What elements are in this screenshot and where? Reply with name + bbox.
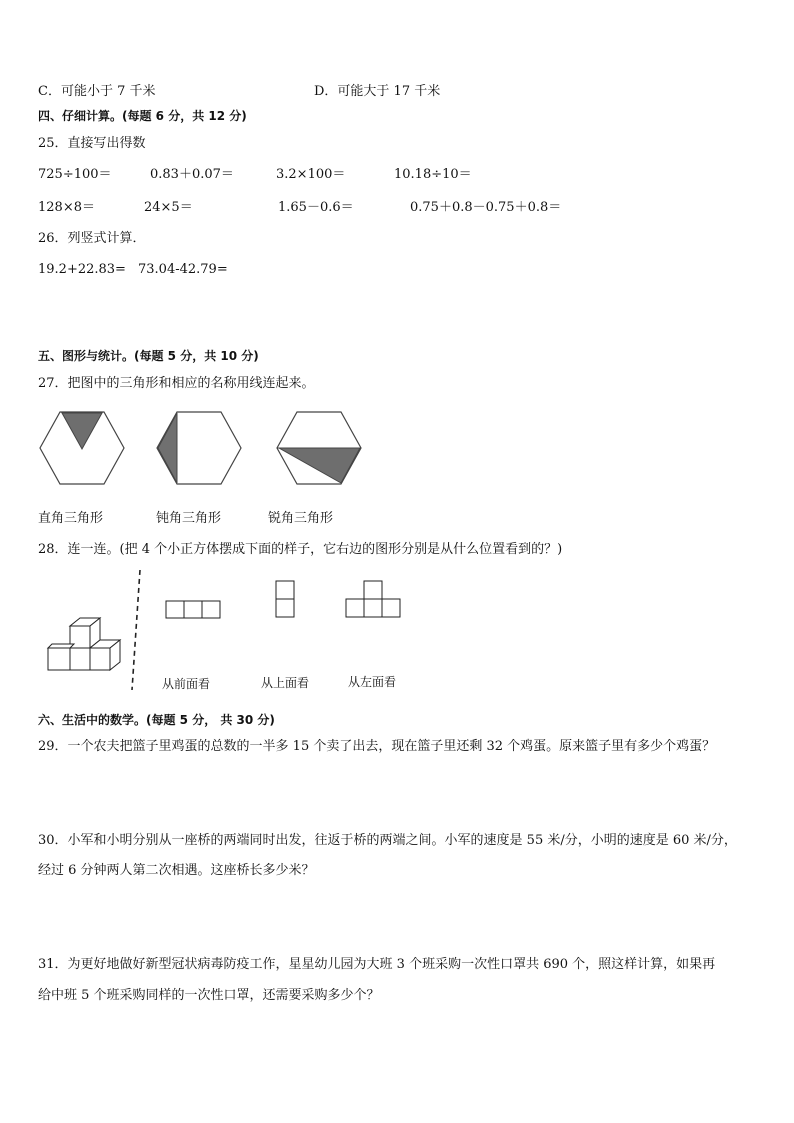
q25-title: 25．直接写出得数 [38,136,146,151]
q29-text: 29．一个农夫把篮子里鸡蛋的总数的一半多 15 个卖了出去，现在篮子里还剩 32 个鸡蛋。原来篮子里有多少个鸡蛋？ [38,739,716,754]
hexagon-figure-3 [275,410,363,486]
view-top-grid [275,580,297,620]
dashed-divider [128,570,148,692]
calc-row1-3: 3.2×100＝ [276,167,346,182]
hexagon-figure-1 [38,410,126,486]
label-obtuse-triangle: 钝角三角形 [156,511,222,526]
view-front-grid [165,600,223,620]
view-label-left: 从左面看 [348,675,397,689]
obtuse-triangle-shape [158,413,177,483]
cube-stack-figure [44,616,124,678]
option-d: D．可能大于 17 千米 [314,84,441,99]
label-acute-triangle: 锐角三角形 [268,511,334,526]
q28-title: 28．连一连。(把 4 个小正方体摆成下面的样子，它右边的图形分别是从什么位置看到的？) [38,542,563,557]
hexagon-figure-2 [155,410,243,486]
q31-text-line2: 给中班 5 个班采购同样的一次性口罩，还需要采购多少个？ [38,988,380,1003]
calc-row2-2: 24×5＝ [144,200,193,215]
calc-row1-2: 0.83＋0.07＝ [150,167,234,182]
view-label-top: 从上面看 [261,676,310,690]
option-c: C．可能小于 7 千米 [38,84,156,99]
calc-row2-3: 1.65－0.6＝ [278,200,354,215]
vertical-calc-2: 73.04-42.79= [138,262,228,277]
q26-title: 26．列竖式计算． [38,231,146,246]
view-label-front: 从前面看 [162,677,211,691]
q30-text-line1: 30．小军和小明分别从一座桥的两端同时出发，往返于桥的两端之间。小军的速度是 55 米/分，小明的速度是 60 米/分， [38,833,737,848]
section-5-header: 五、图形与统计。(每题 5 分，共 10 分) [38,349,259,363]
q30-text-line2: 经过 6 分钟两人第二次相遇。这座桥长多少米？ [38,863,315,878]
q31-text-line1: 31．为更好地做好新型冠状病毒防疫工作，星星幼儿园为大班 3 个班采购一次性口罩共 690 个，照这样计算，如果再 [38,957,716,972]
section-4-header: 四、仔细计算。(每题 6 分，共 12 分) [38,109,247,123]
calc-row2-4: 0.75＋0.8－0.75＋0.8＝ [410,200,562,215]
q27-title: 27．把图中的三角形和相应的名称用线连起来。 [38,376,315,391]
vertical-calc-1: 19.2+22.83= [38,262,126,277]
section-6-header: 六、生活中的数学。(每题 5 分， 共 30 分) [38,713,275,727]
view-left-grid [345,580,405,620]
label-right-triangle: 直角三角形 [38,511,104,526]
calc-row2-1: 128×8＝ [38,200,95,215]
calc-row1-4: 10.18÷10＝ [394,167,472,182]
calc-row1-1: 725÷100＝ [38,167,112,182]
